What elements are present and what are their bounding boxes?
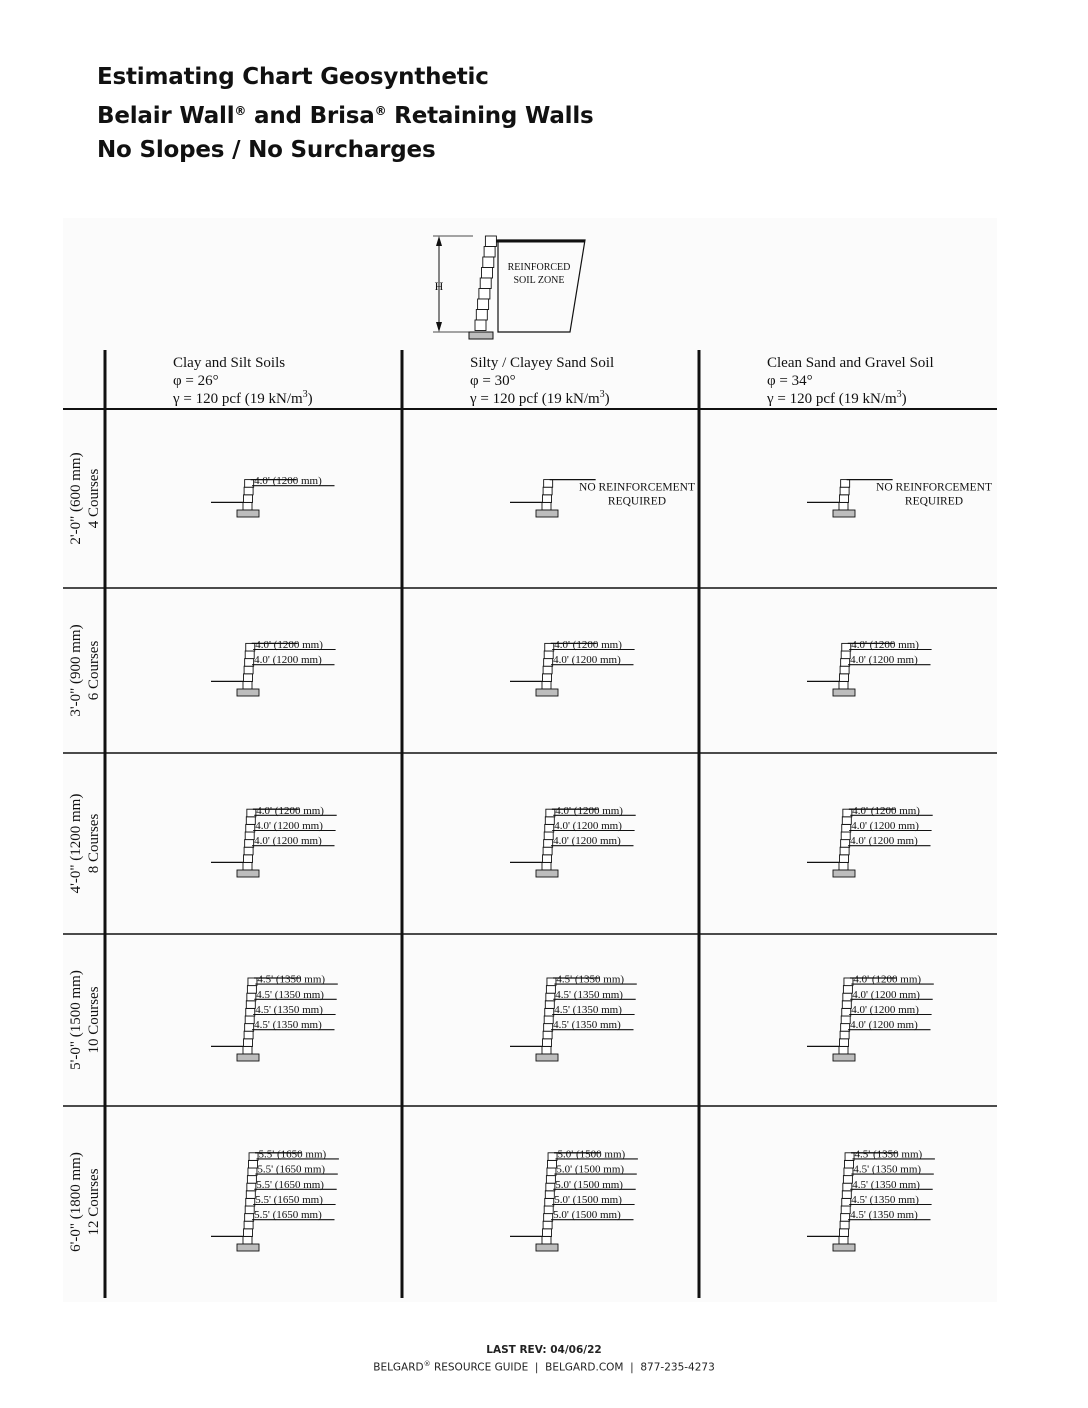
- geogrid-length-label: 5.0' (1500 mm): [553, 1209, 621, 1222]
- wall-block: [543, 1229, 552, 1237]
- leveling-pad: [536, 510, 558, 517]
- column-header-gamma: γ = 120 pcf (19 $kN/m^3$): [470, 389, 610, 407]
- wall-block: [542, 681, 551, 689]
- wall-block: [839, 681, 848, 689]
- height-arrow-bottom: [436, 322, 442, 332]
- leveling-pad: [237, 689, 259, 696]
- wall-block: [839, 502, 848, 510]
- wall-block: [841, 480, 850, 488]
- geogrid-length-label: 4.0' (1200 mm): [256, 804, 324, 817]
- wall-block: [843, 986, 852, 994]
- geogrid-length-label: 4.0' (1200 mm): [553, 654, 621, 667]
- brand-belair: Belair Wall: [97, 103, 235, 129]
- geogrid-length-label: 4.0' (1200 mm): [852, 804, 920, 817]
- wall-block: [546, 986, 555, 994]
- title-line-3: No Slopes / No Surcharges: [97, 137, 436, 163]
- footer-contact: [0, 1360, 1088, 1374]
- column-header-phi: φ = 30°: [470, 373, 516, 389]
- height-arrow-top: [436, 236, 442, 246]
- key-wall-block: [484, 247, 495, 258]
- wall-block: [845, 1160, 854, 1168]
- geogrid-length-label: 5.0' (1500 mm): [556, 1163, 625, 1176]
- key-wall-block: [482, 268, 493, 279]
- key-wall-block: [476, 310, 487, 321]
- key-wall-block: [480, 278, 491, 289]
- row-header-courses: 10 Courses: [86, 986, 102, 1054]
- wall-block: [544, 651, 553, 659]
- wall-block: [243, 1236, 252, 1244]
- footer-registered-mark: ®: [423, 1360, 431, 1368]
- wall-block: [543, 487, 552, 495]
- wall-block: [244, 1221, 253, 1229]
- leveling-pad: [237, 510, 259, 517]
- wall-block: [245, 832, 254, 840]
- geogrid-length-label: 5.0' (1500 mm): [554, 1194, 622, 1206]
- wall-block: [545, 1001, 554, 1009]
- footer-last-rev: LAST REV: 04/06/22: [486, 1344, 602, 1356]
- geogrid-length-label: 5.5' (1650 mm): [256, 1178, 324, 1191]
- wall-block: [244, 674, 253, 682]
- zone-label: SOIL ZONE: [513, 275, 565, 286]
- leveling-pad: [536, 870, 558, 877]
- wall-block: [545, 817, 554, 825]
- reinforced-zone-outline: [498, 240, 585, 332]
- geogrid-length-label: 5.5' (1650 mm): [258, 1148, 327, 1161]
- wall-block: [840, 495, 849, 503]
- wall-block: [546, 1176, 555, 1184]
- chart-grid: [63, 218, 997, 1302]
- wall-block: [245, 1016, 254, 1024]
- height-label: H: [434, 279, 444, 293]
- geogrid-length-label: 4.0' (1200 mm): [254, 654, 322, 667]
- wall-block: [543, 847, 552, 855]
- wall-block: [840, 1039, 849, 1047]
- wall-block: [544, 480, 553, 488]
- wall-block: [548, 1160, 557, 1168]
- key-wall-block: [479, 289, 490, 300]
- wall-block: [542, 862, 551, 870]
- geogrid-length-label: 5.0' (1500 mm): [555, 1178, 623, 1191]
- geogrid-length-label: 5.5' (1650 mm): [254, 1209, 322, 1222]
- title-line-1: Estimating Chart Geosynthetic: [97, 64, 489, 90]
- geogrid-length-label: 4.0' (1200 mm): [852, 988, 920, 1001]
- key-wall-block: [483, 257, 494, 268]
- geogrid-length-label: 4.0' (1200 mm): [851, 1004, 919, 1016]
- wall-block: [841, 1016, 850, 1024]
- no-reinforcement-label: REQUIRED: [607, 495, 667, 508]
- wall-block: [247, 986, 256, 994]
- wall-block: [542, 1046, 551, 1054]
- wall-block: [245, 651, 254, 659]
- leveling-pad: [536, 689, 558, 696]
- column-header-gamma: γ = 120 pcf (19 $kN/m^3$): [173, 389, 313, 407]
- row-header-height: 6'-0" (1800 mm): [68, 1152, 84, 1252]
- registered-mark: ®: [374, 104, 387, 118]
- leveling-pad: [237, 1244, 259, 1251]
- geogrid-length-label: 4.0' (1200 mm): [553, 835, 621, 848]
- wall-block: [841, 832, 850, 840]
- wall-block: [840, 674, 849, 682]
- wall-block: [543, 1031, 552, 1039]
- geogrid-length-label: 4.0' (1200 mm): [851, 820, 919, 832]
- wall-block: [840, 1221, 849, 1229]
- geogrid-length-label: 4.5' (1350 mm): [852, 1178, 920, 1191]
- column-header-name: Silty / Clayey Sand Soil: [470, 355, 615, 371]
- leveling-pad: [536, 1244, 558, 1251]
- geogrid-length-label: 4.0' (1200 mm): [555, 804, 623, 817]
- geogrid-length-label: 4.5' (1350 mm): [256, 988, 324, 1001]
- geogrid-length-label: 4.5' (1350 mm): [553, 1019, 621, 1032]
- geogrid-length-label: 4.0' (1200 mm): [254, 475, 322, 488]
- wall-block: [843, 1176, 852, 1184]
- geogrid-length-label: 4.0' (1200 mm): [851, 639, 919, 651]
- geogrid-length-label: 4.5' (1350 mm): [254, 1019, 322, 1032]
- wall-block: [249, 1160, 258, 1168]
- wall-block: [247, 1176, 256, 1184]
- wall-block: [840, 855, 849, 863]
- geogrid-length-label: 4.5' (1350 mm): [853, 1163, 922, 1176]
- leveling-pad: [237, 870, 259, 877]
- no-reinforcement-label: REQUIRED: [904, 495, 964, 508]
- geogrid-length-label: 4.0' (1200 mm): [850, 835, 918, 848]
- wall-block: [543, 855, 552, 863]
- wall-block: [244, 487, 253, 495]
- wall-block: [244, 495, 253, 503]
- wall-block: [244, 855, 253, 863]
- geogrid-length-label: 4.5' (1350 mm): [854, 1148, 923, 1161]
- leveling-pad: [237, 1054, 259, 1061]
- geogrid-length-label: 4.5' (1350 mm): [257, 973, 326, 986]
- wall-block: [545, 1191, 554, 1199]
- row-header-courses: 6 Courses: [86, 640, 102, 701]
- wall-block: [243, 681, 252, 689]
- wall-block: [840, 847, 849, 855]
- wall-block: [841, 1206, 850, 1214]
- wall-block: [244, 666, 253, 674]
- wall-block: [840, 487, 849, 495]
- wall-block: [543, 1039, 552, 1047]
- wall-block: [244, 1031, 253, 1039]
- leveling-pad: [833, 1054, 855, 1061]
- column-header-name: Clay and Silt Soils: [173, 355, 286, 371]
- geogrid-length-label: 4.5' (1350 mm): [555, 988, 623, 1001]
- row-header-height: 4'-0" (1200 mm): [68, 793, 84, 894]
- column-header-phi: φ = 26°: [173, 373, 219, 389]
- row-header-courses: 12 Courses: [86, 1168, 102, 1236]
- geogrid-length-label: 4.5' (1350 mm): [556, 973, 625, 986]
- geogrid-length-label: 4.0' (1200 mm): [850, 1019, 918, 1032]
- row-header-courses: 4 Courses: [86, 468, 102, 529]
- wall-block: [246, 817, 255, 825]
- footer-brand: BELGARD: [373, 1361, 424, 1374]
- column-header-name: Clean Sand and Gravel Soil: [767, 355, 934, 371]
- leveling-pad: [833, 689, 855, 696]
- wall-block: [245, 1206, 254, 1214]
- wall-block: [840, 1031, 849, 1039]
- wall-block: [244, 1229, 253, 1237]
- geogrid-length-label: 4.5' (1350 mm): [255, 1004, 323, 1016]
- geogrid-length-label: 4.0' (1200 mm): [255, 639, 323, 651]
- geogrid-length-label: 4.0' (1200 mm): [254, 835, 322, 848]
- geogrid-length-label: 4.5' (1350 mm): [554, 1004, 622, 1016]
- geogrid-length-label: 4.0' (1200 mm): [850, 654, 918, 667]
- row-header-height: 5'-0" (1500 mm): [68, 970, 84, 1070]
- leveling-pad: [536, 1054, 558, 1061]
- estimating-chart: [63, 218, 997, 1302]
- registered-mark: ®: [234, 104, 247, 118]
- title-block: [97, 60, 594, 167]
- column-header-gamma: γ = 120 pcf (19 $kN/m^3$): [767, 389, 907, 407]
- wall-block: [542, 1236, 551, 1244]
- no-reinforcement-label: NO REINFORCEMENT: [876, 481, 992, 494]
- wall-block: [543, 495, 552, 503]
- leveling-pad: [833, 1244, 855, 1251]
- wall-block: [243, 1046, 252, 1054]
- geogrid-length-label: 4.5' (1350 mm): [850, 1209, 918, 1222]
- footer-contact-details: RESOURCE GUIDE | BELGARD.COM | 877-235-4273: [430, 1361, 715, 1374]
- row-header-height: 3'-0" (900 mm): [68, 624, 84, 717]
- wall-block: [243, 502, 252, 510]
- leveling-pad: [833, 870, 855, 877]
- geogrid-length-label: 5.5' (1650 mm): [257, 1163, 326, 1176]
- wall-block: [244, 847, 253, 855]
- wall-block: [543, 1221, 552, 1229]
- wall-block: [842, 1191, 851, 1199]
- wall-block: [244, 1039, 253, 1047]
- wall-block: [542, 502, 551, 510]
- key-leveling-pad: [469, 332, 493, 339]
- column-header-phi: φ = 34°: [767, 373, 813, 389]
- key-wall-block: [475, 320, 486, 331]
- wall-block: [839, 1236, 848, 1244]
- row-header-height: 2'-0" (600 mm): [68, 452, 84, 545]
- brand-brisa: and Brisa: [246, 103, 375, 129]
- geogrid-length-label: 5.0' (1500 mm): [557, 1148, 626, 1161]
- zone-label: REINFORCED: [507, 262, 571, 273]
- wall-block: [544, 1016, 553, 1024]
- wall-block: [246, 1191, 255, 1199]
- wall-block: [246, 1001, 255, 1009]
- key-wall-block: [485, 236, 496, 247]
- wall-block: [842, 817, 851, 825]
- wall-block: [543, 674, 552, 682]
- wall-block: [543, 666, 552, 674]
- no-reinforcement-label: NO REINFORCEMENT: [579, 481, 695, 494]
- title-line-2: [97, 94, 594, 133]
- row-header-courses: 8 Courses: [86, 813, 102, 874]
- geogrid-length-label: 4.5' (1350 mm): [851, 1194, 919, 1206]
- wall-block: [842, 1001, 851, 1009]
- geogrid-length-label: 4.0' (1200 mm): [255, 820, 323, 832]
- wall-block: [839, 1046, 848, 1054]
- wall-block: [544, 1206, 553, 1214]
- wall-block: [243, 862, 252, 870]
- geogrid-length-label: 4.0' (1200 mm): [853, 973, 922, 986]
- key-wall-block: [478, 299, 489, 310]
- title-line-2-end: Retaining Walls: [386, 103, 594, 129]
- wall-block: [841, 651, 850, 659]
- wall-block: [544, 832, 553, 840]
- leveling-pad: [833, 510, 855, 517]
- wall-block: [840, 666, 849, 674]
- geogrid-length-label: 5.5' (1650 mm): [255, 1194, 323, 1206]
- wall-block: [840, 1229, 849, 1237]
- geogrid-length-label: 4.0' (1200 mm): [554, 820, 622, 832]
- wall-block: [839, 862, 848, 870]
- geogrid-length-label: 4.0' (1200 mm): [554, 639, 622, 651]
